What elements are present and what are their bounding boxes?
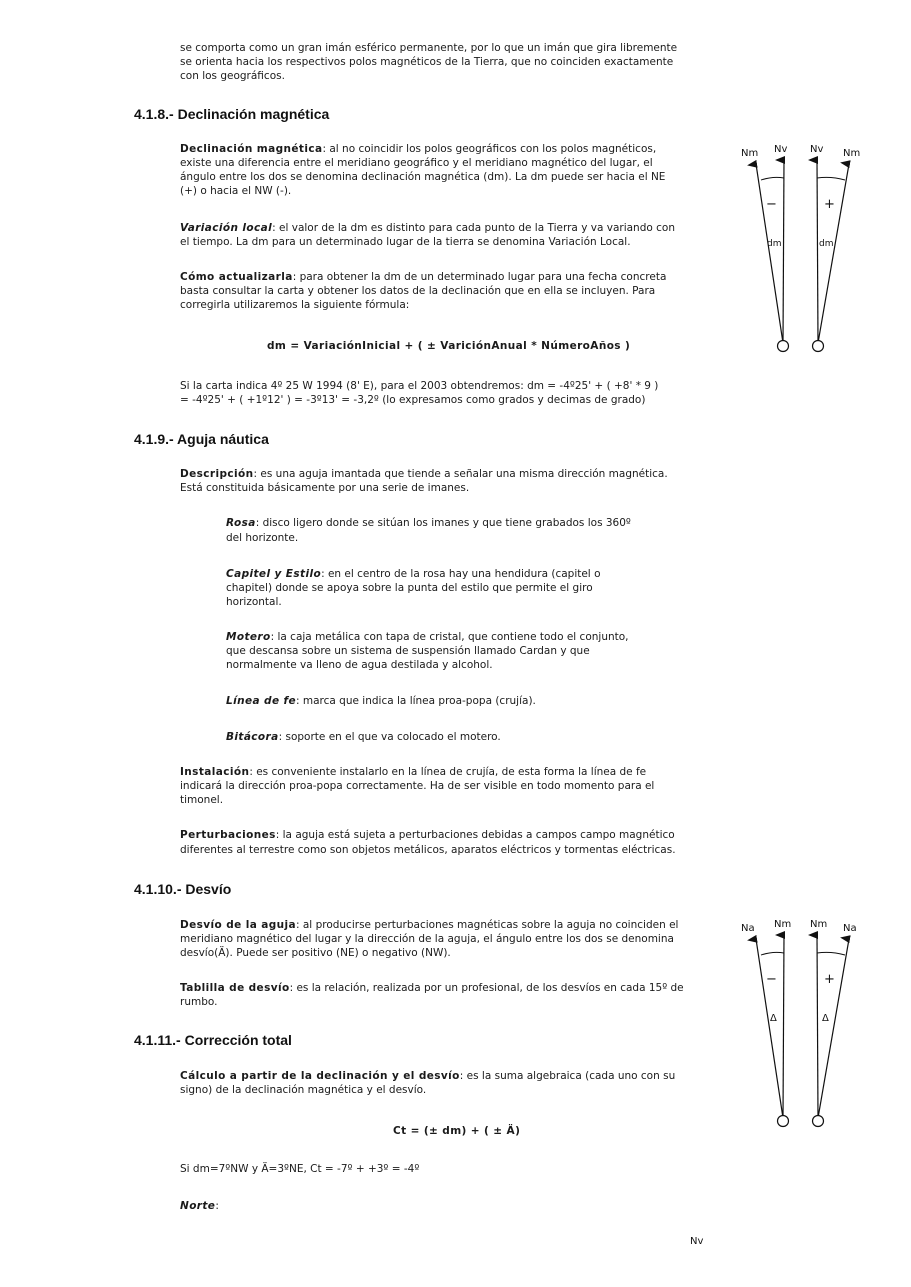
- para-descripcion-line-1: Descripción: es una aguja imantada que tiende a señalar una misma dirección magnética.: [180, 468, 668, 480]
- para-perturbaciones-line-1: Perturbaciones: la aguja está sujeta a perturbaciones debidas a campos campo magnético: [180, 829, 675, 841]
- para-bitacora: Bitácora: soporte en el que va colocado el motero.: [226, 731, 501, 743]
- label-inner: Nv: [810, 144, 824, 155]
- term-descripcion: Descripción: [180, 468, 254, 480]
- term-calculo: Cálculo a partir de la declinación y el desvío: [180, 1070, 460, 1082]
- heading-correccion: 4.1.11.- Corrección total: [134, 1032, 292, 1048]
- heading-desvio: 4.1.10.- Desvío: [134, 881, 232, 897]
- para-calculo-line-2: signo) de la declinación magnética y el desvío.: [180, 1084, 427, 1096]
- intro-line-1: se comporta como un gran imán esférico permanente, por lo que un imán que gira libremente: [180, 42, 678, 54]
- pivot-icon: [778, 341, 789, 352]
- term-motero: Motero: [226, 631, 271, 643]
- cut-label: Nv: [690, 1236, 704, 1247]
- para-desvio-line-1: Desvío de la aguja: al producirse perturbaciones magnéticas sobre la aguja no coinciden el: [180, 919, 679, 931]
- label-inner: Nm: [774, 919, 792, 930]
- term-tablilla: Tablilla de desvío: [180, 982, 290, 994]
- label-inner: Nv: [774, 144, 788, 155]
- para-motero-line-3: normalmente va lleno de agua destilada y alcohol.: [226, 659, 493, 671]
- term-linea-fe: Línea de fe: [226, 695, 297, 707]
- para-motero-line-1: Motero: la caja metálica con tapa de cristal, que contiene todo el conjunto,: [226, 631, 629, 643]
- label-angle: dm: [819, 239, 834, 249]
- para-desvio-line-3: desvío(Ä). Puede ser positivo (NE) o negativo (NW).: [180, 947, 451, 959]
- nv-line-icon: [783, 160, 784, 343]
- na-line-icon: [756, 939, 783, 1118]
- para-declinacion-line-4: (+) o hacia el NW (-).: [180, 185, 292, 197]
- formula-dm: dm = VariaciónInicial + ( ± VariciónAnual * NúmeroAños ): [267, 340, 631, 352]
- pivot-icon: [813, 341, 824, 352]
- declinacion-left-figure: [741, 144, 789, 352]
- example-ct: Si dm=7ºNW y Ä=3ºNE, Ct = -7º + +3º = -4º: [180, 1163, 420, 1175]
- para-actualizar-line-2: basta consultar la carta y obtener los datos de la declinación que en ella se incluyen. Para: [180, 285, 656, 297]
- angle-arc-icon: [817, 952, 845, 955]
- para-variacion-line-2: el tiempo. La dm para un determinado lugar de la tierra se denomina Variación Local.: [180, 236, 631, 248]
- angle-arc-icon: [761, 177, 784, 180]
- para-variacion-line-1: Variación local: el valor de la dm es distinto para cada punto de la Tierra y va variando con: [180, 222, 675, 234]
- nm-line-icon: [756, 164, 783, 343]
- term-variacion: Variación local: [180, 222, 273, 234]
- nm-line-icon: [817, 935, 818, 1118]
- term-rosa: Rosa: [226, 517, 256, 529]
- para-instalacion-line-1: Instalación: es conveniente instalarlo en la línea de crujía, de esta forma la línea de fe: [180, 766, 647, 778]
- desvio-right-figure: [810, 919, 857, 1127]
- intro-line-3: con los geográficos.: [180, 70, 285, 82]
- para-actualizar-line-3: corregirla utilizaremos la siguiente fórmula:: [180, 299, 410, 311]
- para-tablilla-line-2: rumbo.: [180, 996, 218, 1008]
- para-capitel-line-3: horizontal.: [226, 596, 282, 608]
- desvio-diagram: [735, 913, 865, 1135]
- angle-arc-icon: [761, 952, 784, 955]
- para-motero-line-2: que descansa sobre un sistema de suspensión llamado Cardan y que: [226, 645, 590, 657]
- para-declinacion-line-1: Declinación magnética: al no coincidir los polos geográficos con los polos magnéticos,: [180, 143, 657, 155]
- angle-arc-icon: [817, 177, 845, 180]
- cut-diagram: [690, 1236, 750, 1287]
- nm-line-icon: [783, 935, 784, 1118]
- term-capitel: Capitel y Estilo: [226, 568, 322, 580]
- pivot-icon: [813, 1116, 824, 1127]
- label-outer: Na: [741, 923, 755, 934]
- intro-line-2: se orienta hacia los respectivos polos magnéticos de la Tierra, que no coinciden exactamente: [180, 56, 674, 68]
- na-line-icon: [818, 939, 849, 1118]
- para-capitel-line-2: chapitel) donde se apoya sobre la punta del estilo que permite el giro: [226, 582, 593, 594]
- para-actualizar-line-1: Cómo actualizarla: para obtener la dm de un determinado lugar para una fecha concreta: [180, 271, 667, 283]
- desvio-left-figure: [741, 919, 791, 1127]
- formula-ct: Ct = (± dm) + ( ± Ä): [393, 1125, 521, 1137]
- para-declinacion-line-2: existe una diferencia entre el meridiano geográfico y el meridiano magnético del lugar, el: [180, 157, 653, 169]
- para-tablilla-line-1: Tablilla de desvío: es la relación, realizada por un profesional, de los desvíos en cada 15º de: [180, 982, 684, 994]
- label-sign: +: [824, 972, 835, 987]
- para-instalacion-line-3: timonel.: [180, 794, 224, 806]
- example-dm-line-1: Si la carta indica 4º 25 W 1994 (8' E), para el 2003 obtendremos: dm = -4º25' + ( +8' * 9 ): [180, 380, 659, 392]
- label-outer: Nm: [741, 148, 759, 159]
- term-declinacion: Declinación magnética: [180, 143, 323, 155]
- term-instalacion: Instalación: [180, 766, 250, 778]
- heading-declinacion: 4.1.8.- Declinación magnética: [134, 106, 330, 122]
- para-calculo-line-1: Cálculo a partir de la declinación y el desvío: es la suma algebraica (cada uno con su: [180, 1070, 676, 1082]
- label-angle: dm: [767, 239, 782, 249]
- label-inner: Nm: [810, 919, 828, 930]
- example-dm-line-2: = -4º25' + ( +1º12' ) = -3º13' = -3,2º (lo expresamos como grados y decimas de grado): [180, 394, 646, 406]
- label-angle: Δ: [822, 1013, 829, 1024]
- term-perturbaciones: Perturbaciones: [180, 829, 276, 841]
- para-instalacion-line-2: indicará la dirección proa-popa correctamente. Ha de ser visible en todo momento para el: [180, 780, 655, 792]
- pivot-icon: [778, 1116, 789, 1127]
- term-actualizar: Cómo actualizarla: [180, 271, 293, 283]
- para-perturbaciones-line-2: diferentes al terrestre como son objetos metálicos, aparatos eléctricos y tormentas eléctricas.: [180, 844, 676, 856]
- label-sign: −: [766, 972, 777, 987]
- term-desvio: Desvío de la aguja: [180, 919, 296, 931]
- nm-line-icon: [818, 164, 849, 343]
- label-sign: −: [766, 197, 777, 212]
- declinacion-right-figure: [810, 144, 860, 352]
- para-descripcion-line-2: Está constituida básicamente por una serie de imanes.: [180, 482, 470, 494]
- para-linea-fe: Línea de fe: marca que indica la línea proa-popa (crujía).: [226, 695, 536, 707]
- para-rosa-line-2: del horizonte.: [226, 532, 299, 544]
- term-bitacora: Bitácora: [226, 731, 279, 743]
- para-norte: Norte:: [180, 1200, 219, 1212]
- para-desvio-line-2: meridiano magnético del lugar y la dirección de la aguja, el ángulo entre los dos se denomina: [180, 933, 674, 945]
- para-capitel-line-1: Capitel y Estilo: en el centro de la rosa hay una hendidura (capitel o: [226, 568, 601, 580]
- para-rosa-line-1: Rosa: disco ligero donde se sitúan los imanes y que tiene grabados los 360º: [226, 517, 631, 529]
- heading-aguja: 4.1.9.- Aguja náutica: [134, 431, 269, 447]
- label-outer: Nm: [843, 148, 861, 159]
- para-declinacion-line-3: ángulo entre los dos se denomina declinación magnética (dm). La dm puede ser hacia el NE: [180, 171, 666, 183]
- label-sign: +: [824, 197, 835, 212]
- nv-line-icon: [817, 160, 818, 343]
- declinacion-diagram: [735, 138, 865, 360]
- label-angle: Δ: [770, 1013, 777, 1024]
- label-outer: Na: [843, 923, 857, 934]
- term-norte: Norte: [180, 1200, 216, 1212]
